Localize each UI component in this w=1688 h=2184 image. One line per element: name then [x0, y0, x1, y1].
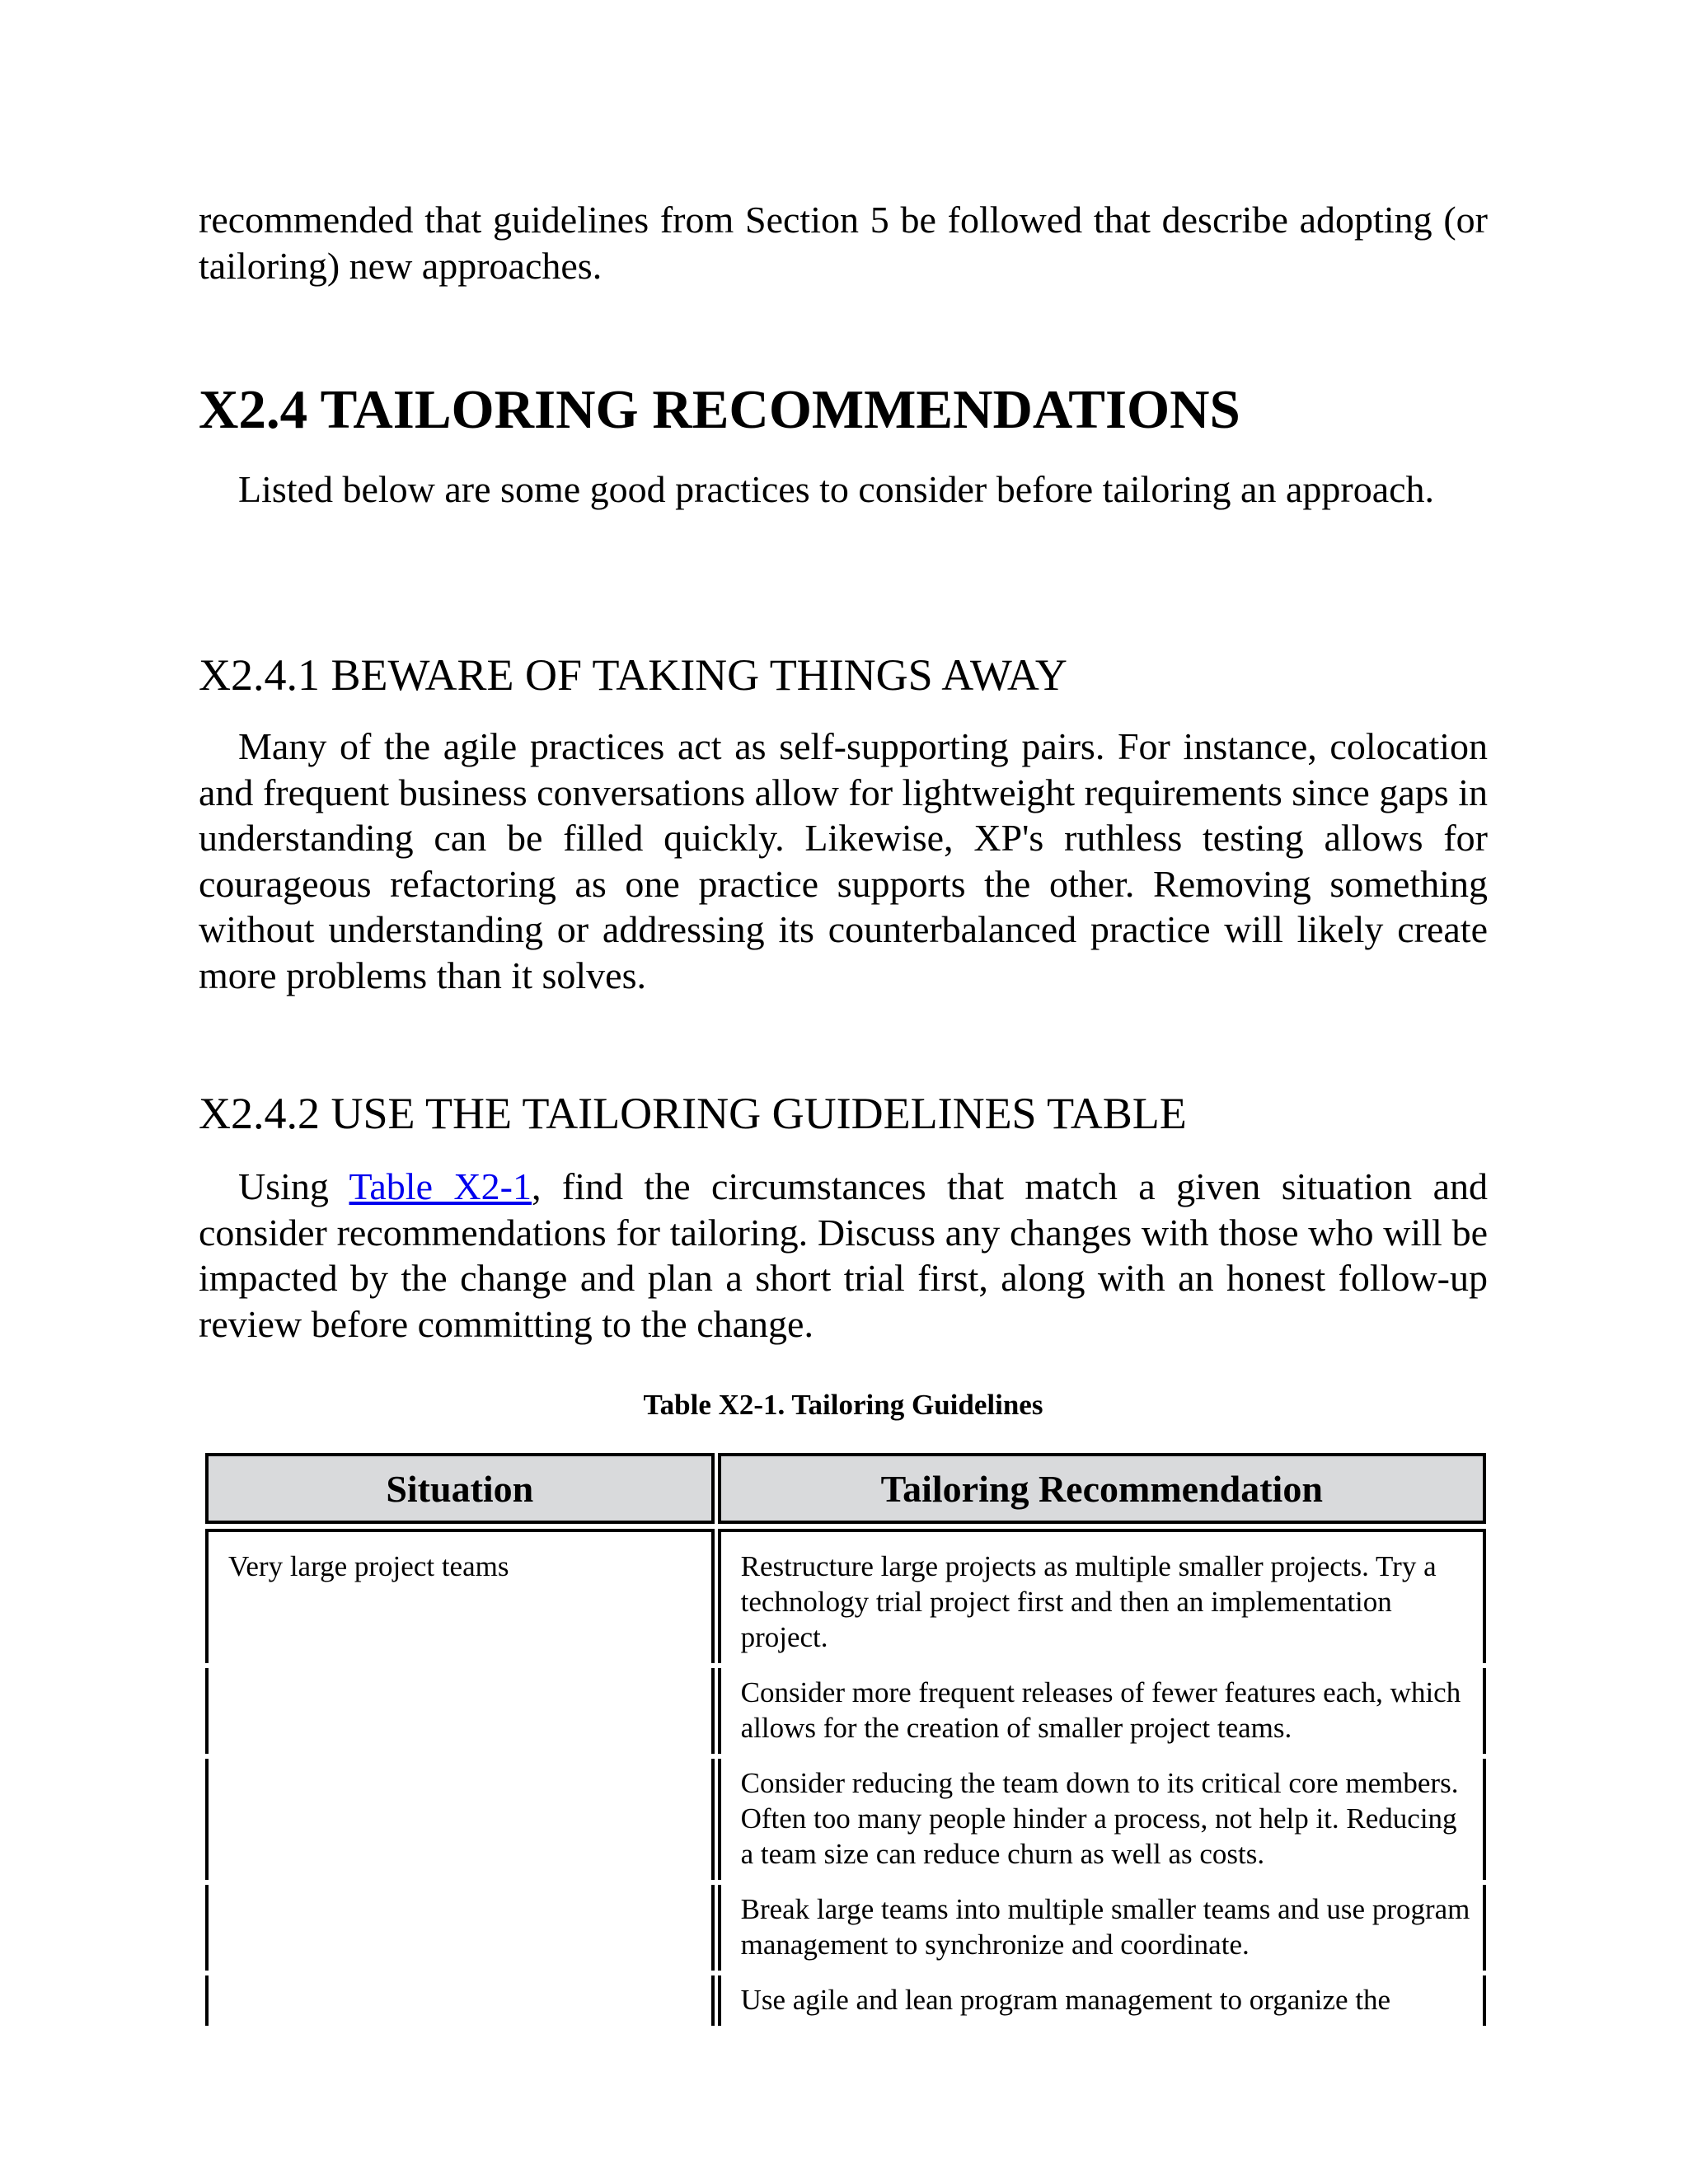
body-suffix: , find the circumstances that match a given situation and consider recommendations for tailoring. Discuss any changes with those who will be impacted by the change and plan a short trial first, along with an honest follow-up review before committing to the change.: [199, 1165, 1488, 1345]
tailoring-guidelines-table: [202, 1453, 1489, 2016]
situation-cell: Very large project teams: [205, 1529, 715, 1663]
section-intro-paragraph: Listed below are some good practices to consider before tailoring an approach.: [238, 468, 1435, 510]
recommendation-cell: Consider more frequent releases of fewer features each, which allows for the creation of smaller project teams.: [718, 1668, 1486, 1754]
recommendation-cell: Use agile and lean program management to organize the: [718, 1975, 1486, 2026]
recommendation-cell: Break large teams into multiple smaller teams and use program management to synchronize and coordinate.: [718, 1885, 1486, 1971]
subsection-1-heading: X2.4.1 BEWARE OF TAKING THINGS AWAY: [199, 650, 1067, 700]
intro-paragraph: recommended that guidelines from Section 5 be followed that describe adopting (or tailoring) new approaches.: [199, 199, 1488, 287]
table-row: [205, 1668, 1486, 1754]
table-x2-1-link[interactable]: Table X2-1: [349, 1165, 532, 1207]
situation-cell-empty: [205, 1885, 715, 1971]
section-heading: X2.4 TAILORING RECOMMENDATIONS: [199, 379, 1240, 440]
body-prefix: Using: [238, 1165, 349, 1207]
subsection-2-heading: X2.4.2 USE THE TAILORING GUIDELINES TABLE: [199, 1089, 1187, 1138]
table-row: [205, 1885, 1486, 1971]
table-row: [205, 1975, 1486, 2026]
subsection-2-body: [199, 1164, 1488, 1347]
recommendation-cell: Consider reducing the team down to its critical core members. Often too many people hinder a process, not help it. Reducing a team size can reduce churn as well as costs.: [718, 1759, 1486, 1880]
situation-cell-empty: [205, 1759, 715, 1880]
subsection-1-body: Many of the agile practices act as self-supporting pairs. For instance, colocation and frequent business conversations allow for lightweight requirements since gaps in understanding can be filled quickly. Likewise, XP's ruthless testing allows for courageous refactoring as one practice supports the other. Removing something without understanding or addressing its counterbalanced practice will likely create more problems than it solves.: [199, 725, 1488, 996]
situation-cell-empty: [205, 1668, 715, 1754]
table-row: [205, 1759, 1486, 1880]
table-caption: Table X2-1. Tailoring Guidelines: [643, 1389, 1043, 1421]
table-row: [205, 1529, 1486, 1663]
recommendation-cell: Restructure large projects as multiple smaller projects. Try a technology trial project first and then an implementation project.: [718, 1529, 1486, 1663]
column-header-situation: Situation: [205, 1453, 715, 1524]
column-header-recommendation: Tailoring Recommendation: [718, 1453, 1486, 1524]
situation-cell-empty: [205, 1975, 715, 2026]
